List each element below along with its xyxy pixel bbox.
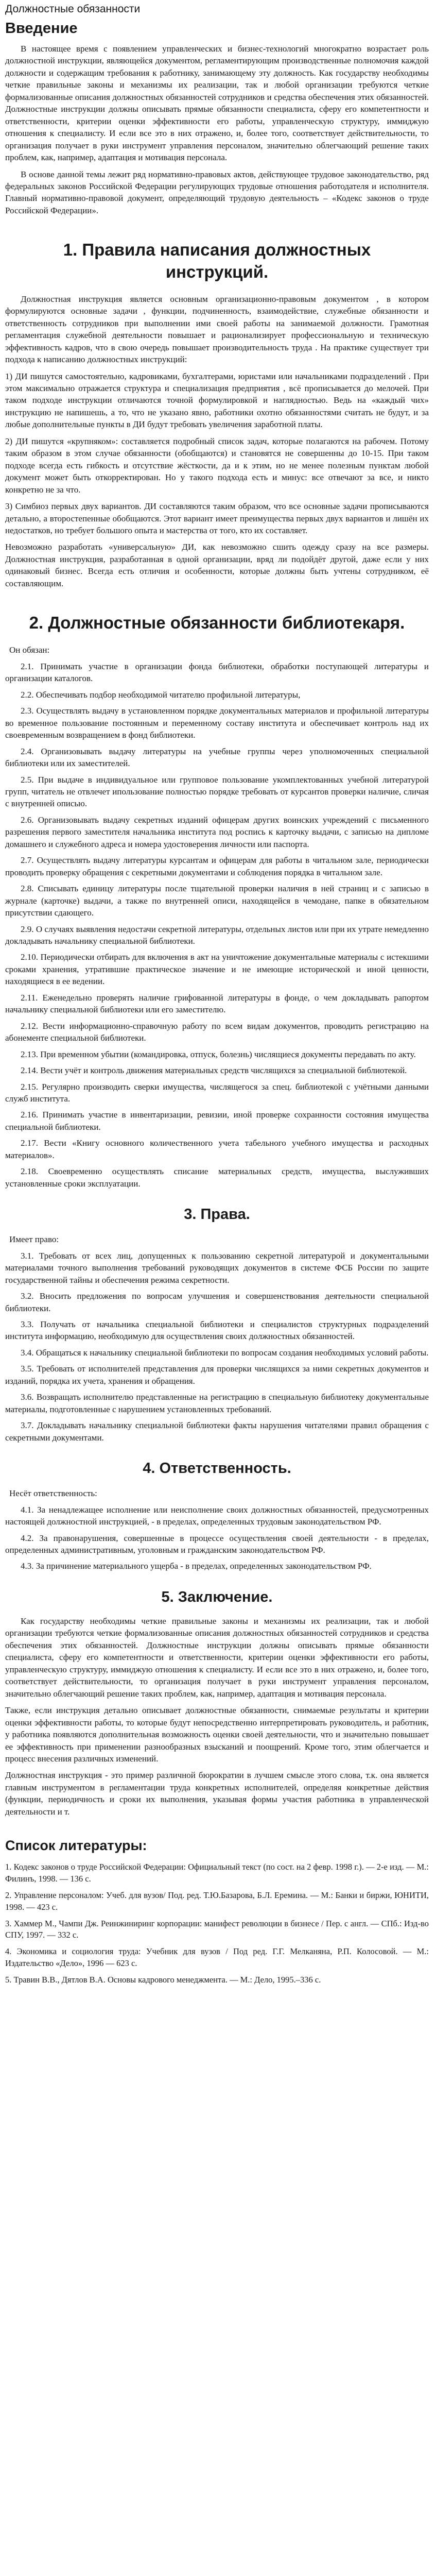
list-item: 3.5. Требовать от исполнителей представления для проверки числящихся за ними секретных документов и изданий, порядка их учета, хранения и обращения. [5, 1364, 429, 1386]
list-item: 2.1. Принимать участие в организации фонда библиотеки, обработки поступающей литературы и организации каталогов. [5, 661, 429, 684]
list-item: 3.2. Вносить предложения по вопросам улучшения и совершенствования деятельности специальной библиотеки. [5, 1291, 429, 1313]
section-1-heading: 1. Правила написания должностных инструкций. [63, 240, 371, 281]
section-2-lead: Он обязан: [9, 645, 50, 655]
section-2-list [5, 660, 429, 1190]
literature-list [5, 1861, 429, 1986]
list-item: 4.2. За правонарушения, совершенные в процессе осуществления своей деятельности - в пределах, определенных административным, уголовным и гражданским законодательством РФ. [5, 1533, 429, 1555]
section-4-lead: Несёт ответственность: [9, 1488, 97, 1499]
literature-item: 2. Управление персоналом: Учеб. для вузов/ Под. ред. Т.Ю.Базарова, Б.Л. Еремина. — М.: Банки и биржи, ЮНИТИ, 1998. — 423 с. [5, 1890, 429, 1912]
section-5-paragraph-2: Также, если инструкция детально описывает должностные обязанности, снимаемые результаты и критерии оценки эффективности работы, то которые будут непосредственно интерпретировать руководитель, и работник, у работника появляются дополнительная возможность оценки своей деятельности, что и значительно повышает ее эффективность при применении разнообразных взысканий и поощрений. Кроме того, этим облегчается и процесс внесения различных изменений. [5, 1705, 429, 1764]
literature-item: 5. Травин В.В., Дятлов В.А. Основы кадрового менеджмента. — М.: Дело, 1995.–336 с. [5, 1974, 321, 1985]
list-item: 2.7. Осуществлять выдачу литературы курсантам и офицерам для работы в читальном зале, периодически проводить проверку обращения с секретными документами и соблюдения порядка в читальном зале. [5, 855, 429, 877]
list-item: 2.16. Принимать участие в инвентаризации, ревизии, иной проверке сохранности состояния имущества специальной библиотеки. [5, 1110, 429, 1132]
list-item: 3.1. Требовать от всех лиц, допущенных к пользованию секретной литературой и документальными материалами точного выполнения требований руководящих документов в системе ФСБ России по защите государственной тайны и обеспечения режима секретности. [5, 1250, 429, 1285]
literature-heading: Список литературы: [5, 1838, 147, 1854]
list-item: 2.17. Вести «Книгу основного количественного учета табельного учебного имущества и расходных материалов». [5, 1138, 429, 1160]
list-item: 2.11. Еженедельно проверять наличие грифованной литературы в фонде, о чем докладывать рапортом начальнику специальной библиотеки или его заместителю. [5, 992, 429, 1015]
literature-item: 4. Экономика и социология труда: Учебник для вузов / Под ред. Г.Г. Мелканянa, Р.П. Колосовой. — М.: Издательство «Дело», 1996 — 623 с. [5, 1946, 429, 1968]
list-item: 4.1. За ненадлежащее исполнение или неисполнение своих должностных обязанностей, предусмотренных настоящей должностной инструкцией, - в пределах, определенных трудовым законодательством РФ. [5, 1504, 429, 1527]
list-item: 4.3. За причинение материального ущерба - в пределах, определенных законодательством РФ. [21, 1561, 372, 1571]
list-item: 2.12. Вести информационно-справочную работу по всем видам документов, проводить регистрацию на абонементе специальной библиотеки. [5, 1021, 429, 1043]
list-item: 2.10. Периодически отбирать для включения в акт на уничтожение документальные материалы с истекшими сроками хранения, утратившие практическое значение и не имеющие исторической и иной ценности, находящиеся в ее ведении. [5, 952, 429, 987]
intro-paragraph-2: В основе данной темы лежит ряд нормативно-правовых актов, действующее трудовое законодательство, ряд федеральных законов Российской Федерации регулирующих трудовые отношения работодателя и исполнителя. Главный нормативно-правовой документ, определяющий трудовую деятельность – «Кодекс законов о труде Российской Федерации». [5, 169, 429, 215]
list-item: 2.13. При временном убытии (командировка, отпуск, болезнь) числящиеся документы передавать по акту. [21, 1049, 416, 1059]
section-3-heading: 3. Права. [184, 1206, 250, 1223]
section-1-paragraph-1: Должностная инструкция является основным организационно-правовым документом , в котором формулируются основные задачи , функции, подчиненность, взаимодействие, служебные обязанности и ответственность сотрудников при выполнении ими своей работы на занимаемой должности. Грамотная регламентация служебной деятельности повышает и рационализирует профессиональную и техническую эффективность кадров, что в свою очередь повышает производительность труда . На практике существует три подхода к написанию должностных инструкций: [5, 294, 429, 365]
list-item: 2.8. Списывать единицу литературы после тщательной проверки наличия в ней страниц и с записью в журнале (карточке) выдачи, а также по внутренней описи, находящейся в чемодане, папке в обязательном присутствии сдающего. [5, 884, 429, 918]
list-item: 3.6. Возвращать исполнителю представленные на регистрацию в специальную библиотеку документальные материалы, подготовленные с нарушением установленных требований. [5, 1392, 429, 1414]
list-item: 3.4. Обращаться к начальнику специальной библиотеки по вопросам создания необходимых условий работы. [21, 1347, 429, 1358]
section-2-heading: 2. Должностные обязанности библиотекаря. [29, 613, 405, 633]
section-3-lead: Имеет право: [9, 1234, 59, 1245]
list-item: 2.9. О случаях выявления недостачи секретной литературы, отдельных листов или при их утрате немедленно докладывать начальнику специальной библиотеки. [5, 924, 429, 946]
list-item: 2.6. Организовывать выдачу секретных изданий офицерам других воинских учреждений с письменного разрешения первого заместителя начальника института под роспись к карточку выдачи, с записью на дипломе домашнего и служебного адреса и номера удостоверения личности или паспорта. [5, 815, 429, 849]
intro-paragraph-1: В настоящее время с появлением управленческих и бизнес-технологий многократно возрастает роль должностной инструкции, являющейся документом, регламентирующим производственные полномочия каждой должности и содержащим требования к работнику, занимающему эту должность. Как государству необходимы четкие правильные законы и механизмы их реализации, так и любой организации требуются четкие формализованные описания должностных обязанностей сотрудников и средства обеспечения этих обязанностей. Должностные инструкции должны описывать прямые обязанности специалиста, сферу его компетентности и ответственности, критерии оценки эффективности его работы, управленческую структуру, иммиджую отношения к специалисту. И если все это в них отражено, и, более того, соответствует действительности, то организация получает в руки инструмент управления персоналом, значительно облегчающий решение таких проблем, как, например, адаптация и мотивация персонала. [5, 43, 429, 163]
list-item: 2.5. При выдаче в индивидуальное или групповое пользование укомплектованных учебной литературой групп, читатель не отвлечет ипользование полностью порядке требовать от курсантов проверки наличие, сличая с внутренней описью. [5, 774, 429, 809]
section-4-heading: 4. Ответственность. [143, 1460, 291, 1477]
literature-item: 3. Хаммер М., Чампи Дж. Реинжиниринг корпорации: манифест революции в бизнесе / Пер. с англ. — СПб.: Изд-во СПУ, 1997. — 332 с. [5, 1918, 429, 1940]
list-item: 2.3. Осуществлять выдачу в установленном порядке документальных материалов и профильной литературы во временное пользование постоянным и переменному составу института и обеспечивает контроль над их своевременным возвращением в фонд библиотеки. [5, 706, 429, 740]
section-3-list [5, 1250, 429, 1444]
list-item: 2.18. Своевременно осуществлять списание материальных средств, имущества, выслуживших установленные сроки эксплуатации. [5, 1166, 429, 1189]
list-item: 3.7. Докладывать начальнику специальной библиотеки факты нарушения читателями правил обращения с секретными документами. [5, 1420, 429, 1443]
list-item: 3.3. Получать от начальника специальной библиотеки и специалистов структурных подразделений института информацию, необходимую для осуществления своих должностных обязанностей. [5, 1319, 429, 1342]
section-1-paragraph-5: Невозможно разработать «универсальную» ДИ, как невозможно сшить одежду сразу на все размеры. Должностная инструкция, разработанная в одной организации, вряд ли подойдёт другой, даже если у них одинаковый бизнес. Всегда есть отличия и особенности, которые должны быть учтены сотрудником, её составляющим. [5, 542, 429, 588]
section-4-list [5, 1504, 429, 1572]
section-1-paragraph-4: 3) Симбиоз первых двух вариантов. ДИ составляются таким образом, что все основные задачи прописываются детально, а второстепенные обобщаются. Этот вариант имеет преимущества первых двух вариантов и лишён их недостатков, но требует большого опыта и мастерства от того, кто их составляет. [5, 501, 429, 535]
section-5-paragraph-1: Как государству необходимы четкие правильные законы и механизмы их реализации, так и любой организации требуются четкие формализованные описания должностных обязанностей сотрудников и средства обеспечения этих обязанностей. Должностные инструкции должны описывать прямые обязанности специалиста, сферу его компетентности и ответственности, критерии оценки эффективности его работы, управленческую структуру, иммиджую отношения к специалисту. И если все это в них отражено, и, более того, соответствует действительности, то организация получает в руки инструмент управления персоналом, значительно облегчающий решение таких проблем, как, например, адаптация и мотивация персонала. [5, 1616, 429, 1699]
list-item: 2.2. Обеспечивать подбор необходимой читателю профильной литературы, [21, 689, 301, 700]
section-1-paragraph-3: 2) ДИ пишутся «крупняком»: составляется подробный список задач, которые полагаются на рабочем. Потому таким образом в этом случае обязанности (обобщаются) и становятся не совершенны до 10-15. При таком подходе всегда есть гибкость и отсутствие жёсткости, да и к этим, но не менее полезным пунктам любой документ может быть откорректирован. Но у такого подхода есть и минус: все отвечают за все, и никто конкретно не за что. [5, 436, 429, 495]
section-5-paragraph-3: Должностная инструкция - это пример различной бюрократии в лучшем смысле этого слова, т.к. она является главным инструментом в регламентации труда конкретных исполнителей, определяя конкретные действия (функции, периодичность и сроки их выполнения, указывая формы участия работника в управленческой деятельности и т. [5, 1770, 429, 1817]
intro-heading: Введение [5, 20, 78, 37]
document-title: Должностные обязанности [5, 3, 141, 15]
list-item: 2.4. Организовывать выдачу литературы на учебные группы через уполномоченных специальной библиотеки или их заместителей. [5, 746, 429, 769]
list-item: 2.14. Вести учёт и контроль движения материальных средств числящихся за специальной библиотекой. [21, 1065, 407, 1076]
literature-item: 1. Кодекс законов о труде Российской Федерации: Официальный текст (по сост. на 2 февр. 1998 г.). — 2-е изд. — М.: Филинъ, 1998. — 136 с. [5, 1862, 429, 1884]
section-5-heading: 5. Заключение. [161, 1588, 273, 1605]
section-1-paragraph-2: 1) ДИ пишутся самостоятельно, кадровиками, бухгалтерами, юристами или начальниками подразделений . При этом максимально отражается структура и специализация предприятия , всё прописывается до мелочей. При таком подходе инструкции отличаются точной формулировкой и наглядностью. Ведь на «каждый чих» инструкцию не напишешь, а то, что не указано явно, работники охотно обязанностями считать не будут, и за любые дополнительные пункты в ДИ будут требовать увеличения заработной платы. [5, 371, 429, 430]
list-item: 2.15. Регулярно производить сверки имущества, числящегося за спец. библиотекой с учётными данными служб института. [5, 1081, 429, 1104]
